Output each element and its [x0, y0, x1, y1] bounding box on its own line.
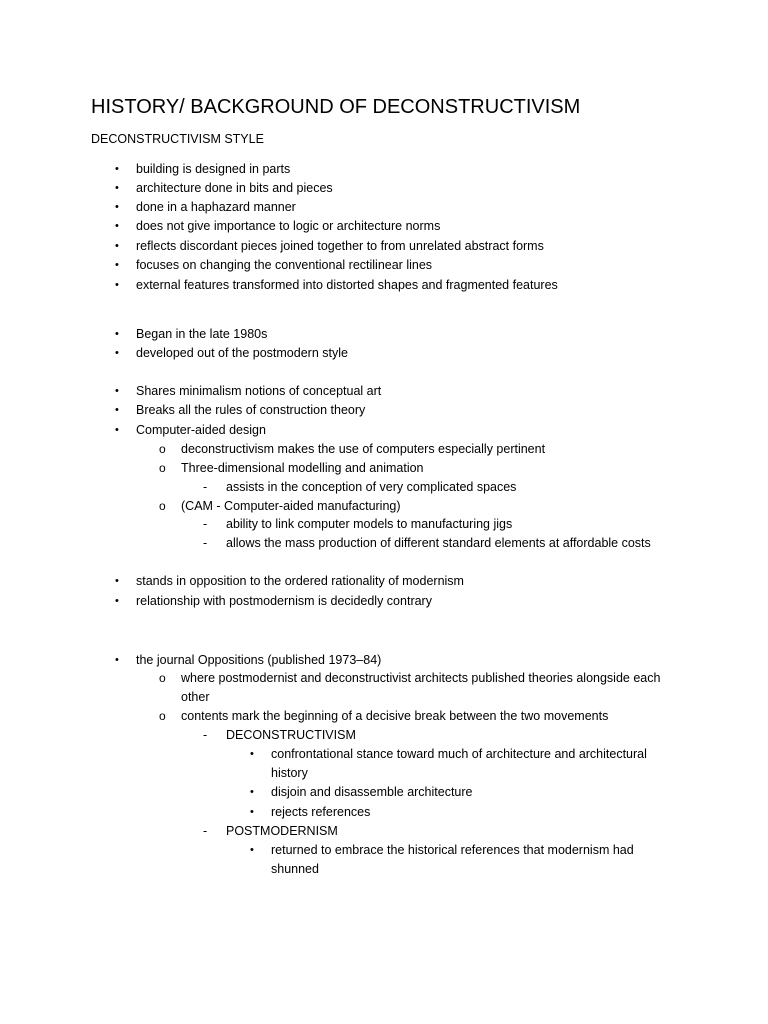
sub-list-item-text: contents mark the beginning of a decisive break between the two movements: [181, 709, 609, 723]
list-item-text: Breaks all the rules of construction theory: [136, 403, 366, 417]
list-item: [0, 651, 768, 670]
bullet-marker: •: [115, 182, 119, 194]
bullet-marker: •: [115, 279, 119, 291]
list-item-text: building is designed in parts: [136, 162, 291, 176]
sub-sub-list-item-text: assists in the conception of very complicated spaces: [226, 480, 517, 494]
bullet-marker: •: [250, 844, 254, 856]
sub-sub-list-item: [0, 534, 768, 553]
bullet-marker: •: [115, 163, 119, 175]
list-item: [0, 276, 768, 295]
sub-list-item-continuation: [0, 688, 768, 707]
list-item: [0, 592, 768, 611]
bullet-marker: •: [115, 347, 119, 359]
section-heading: DECONSTRUCTIVISM STYLE: [91, 132, 264, 146]
sub-sub-list-item-text: POSTMODERNISM: [226, 824, 338, 838]
sub-list-item-text: (CAM - Computer-aided manufacturing): [181, 499, 401, 513]
bullet-marker: •: [250, 786, 254, 798]
level4-list-item-text: disjoin and disassemble architecture: [271, 785, 473, 799]
level4-list-item-text: history: [271, 766, 308, 780]
bullet-marker: •: [250, 806, 254, 818]
list-item: [0, 237, 768, 256]
list-item-text: external features transformed into distorted shapes and fragmented features: [136, 278, 558, 292]
sub-list-item: [0, 459, 768, 478]
bullet-marker: •: [115, 220, 119, 232]
circle-marker: o: [159, 461, 166, 475]
sub-list-item: [0, 440, 768, 459]
sub-list-item-text: Three-dimensional modelling and animation: [181, 461, 424, 475]
sub-sub-list-item-text: DECONSTRUCTIVISM: [226, 728, 356, 742]
list-item-text: Shares minimalism notions of conceptual art: [136, 384, 382, 398]
sub-list-item: [0, 707, 768, 726]
list-item-text: Computer-aided design: [136, 423, 266, 437]
list-item: [0, 256, 768, 275]
bullet-marker: •: [115, 328, 119, 340]
level4-list-item-text: rejects references: [271, 805, 371, 819]
dash-marker: -: [203, 517, 208, 531]
level4-list-item-continuation: [0, 764, 768, 783]
level4-list-item: [0, 803, 768, 822]
bullet-marker: •: [250, 748, 254, 760]
list-item-text: focuses on changing the conventional rectilinear lines: [136, 258, 433, 272]
level4-list-item: [0, 841, 768, 860]
sub-list-item: [0, 669, 768, 688]
list-item-text: developed out of the postmodern style: [136, 346, 348, 360]
list-item: [0, 325, 768, 344]
sub-list-item-text: other: [181, 690, 210, 704]
list-item: [0, 382, 768, 401]
list-item: [0, 198, 768, 217]
sub-sub-list-item: [0, 478, 768, 497]
list-item: [0, 344, 768, 363]
list-item: [0, 217, 768, 236]
list-item: [0, 572, 768, 591]
level4-list-item: [0, 745, 768, 764]
list-item-text: does not give importance to logic or architecture norms: [136, 219, 441, 233]
sub-sub-list-item: [0, 822, 768, 841]
list-item-text: stands in opposition to the ordered rationality of modernism: [136, 574, 464, 588]
dash-marker: -: [203, 728, 208, 742]
bullet-marker: •: [115, 424, 119, 436]
sub-list-item: [0, 497, 768, 516]
list-item: [0, 401, 768, 420]
list-item-text: architecture done in bits and pieces: [136, 181, 333, 195]
bullet-marker: •: [115, 404, 119, 416]
bullet-marker: •: [115, 201, 119, 213]
dash-marker: -: [203, 480, 208, 494]
sub-list-item-text: deconstructivism makes the use of computers especially pertinent: [181, 442, 546, 456]
circle-marker: o: [159, 709, 166, 723]
level4-list-item-text: confrontational stance toward much of architecture and architectural: [271, 747, 647, 761]
sub-sub-list-item: [0, 515, 768, 534]
bullet-marker: •: [115, 259, 119, 271]
level4-list-item: [0, 783, 768, 802]
sub-list-item-text: where postmodernist and deconstructivist architects published theories alongside each: [181, 671, 661, 685]
bullet-marker: •: [115, 595, 119, 607]
level4-list-item-text: returned to embrace the historical references that modernism had: [271, 843, 634, 857]
list-item-text: reflects discordant pieces joined together to from unrelated abstract forms: [136, 239, 544, 253]
list-item-text: the journal Oppositions (published 1973–84): [136, 653, 382, 667]
page-title: HISTORY/ BACKGROUND OF DECONSTRUCTIVISM: [91, 96, 581, 118]
dash-marker: -: [203, 536, 208, 550]
circle-marker: o: [159, 499, 166, 513]
list-item: [0, 160, 768, 179]
level4-list-item-continuation: [0, 860, 768, 879]
list-item: [0, 421, 768, 440]
list-item-text: relationship with postmodernism is decidedly contrary: [136, 594, 432, 608]
list-item: [0, 179, 768, 198]
list-item-text: done in a haphazard manner: [136, 200, 296, 214]
sub-sub-list-item: [0, 726, 768, 745]
bullet-marker: •: [115, 654, 119, 666]
sub-sub-list-item-text: allows the mass production of different standard elements at affordable costs: [226, 536, 651, 550]
circle-marker: o: [159, 671, 166, 685]
list-item-text: Began in the late 1980s: [136, 327, 268, 341]
bullet-marker: •: [115, 575, 119, 587]
bullet-marker: •: [115, 240, 119, 252]
sub-sub-list-item-text: ability to link computer models to manufacturing jigs: [226, 517, 513, 531]
bullet-marker: •: [115, 385, 119, 397]
level4-list-item-text: shunned: [271, 862, 319, 876]
dash-marker: -: [203, 824, 208, 838]
circle-marker: o: [159, 442, 166, 456]
